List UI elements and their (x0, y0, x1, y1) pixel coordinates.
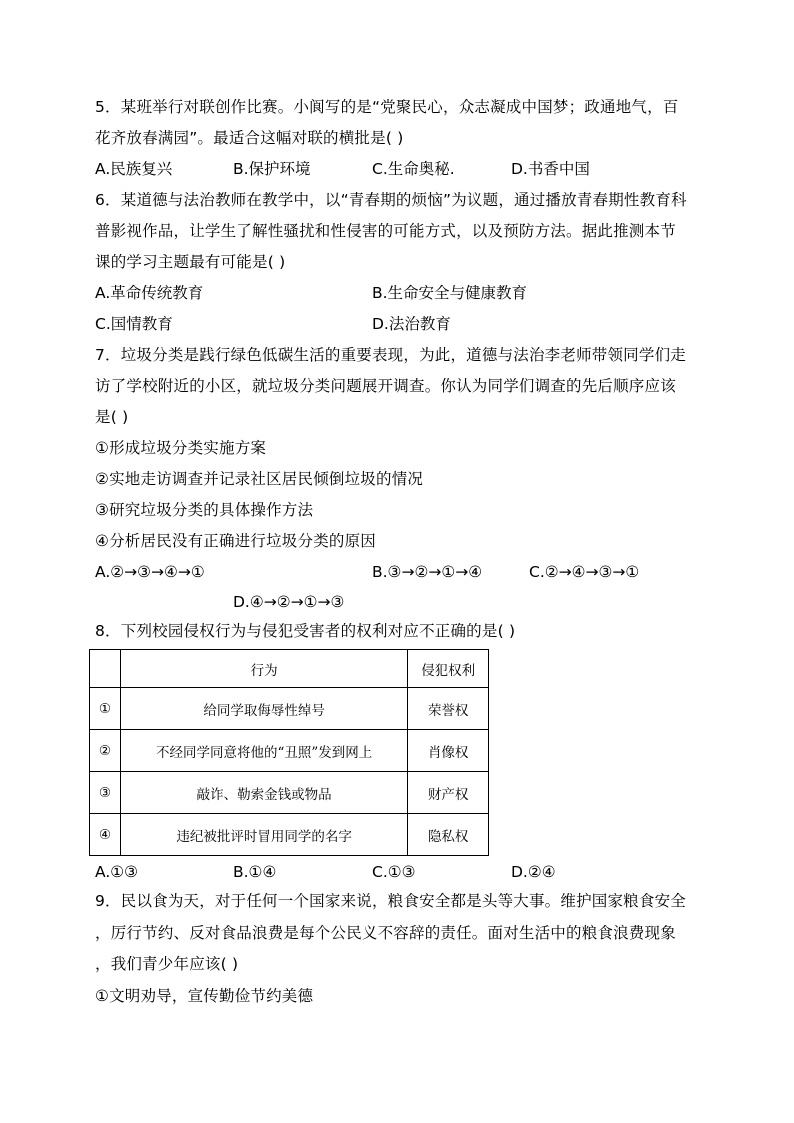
q6-option-a: A.革命传统教育 (95, 284, 204, 302)
table-cell-behavior: 给同学取侮辱性绰号 (120, 688, 407, 730)
table-cell-number: ③ (90, 772, 121, 814)
table-header-cell: 侵犯权利 (408, 650, 489, 688)
q8-option-d: D.②④ (511, 863, 556, 881)
q9-stem-line2: ，厉行节约、反对食品浪费是每个公民义不容辞的责任。面对生活中的粮食浪费现象 (95, 924, 676, 942)
q9-item-1: ①文明劝导，宣传勤俭节约美德 (95, 987, 314, 1005)
q7-item-4: ④分析居民没有正确进行垃圾分类的原因 (95, 532, 376, 550)
q6-stem-line1: 6．某道德与法治教师在教学中，以“青春期的烦恼”为议题，通过播放青春期性教育科 (95, 191, 687, 209)
q5-option-b: B.保护环境 (233, 160, 311, 178)
q6-stem-line3: 课的学习主题最有可能是( ) (95, 253, 286, 271)
q8-option-c: C.①③ (372, 863, 416, 881)
table-cell-right: 隐私权 (408, 814, 489, 856)
q7-option-b: B.③→②→①→④ (372, 563, 483, 581)
table-header-cell (90, 650, 121, 688)
table-cell-right: 肖像权 (408, 730, 489, 772)
q7-stem-line1: 7．垃圾分类是践行绿色低碳生活的重要表现，为此，道德与法治李老师带领同学们走 (95, 346, 686, 364)
table-cell-right: 荣誉权 (408, 688, 489, 730)
q5-option-d: D.书香中国 (511, 160, 590, 178)
table-cell-number: ④ (90, 814, 121, 856)
q7-item-2: ②实地走访调查并记录社区居民倾倒垃圾的情况 (95, 470, 424, 488)
q8-option-a: A.①③ (95, 863, 139, 881)
table-row (90, 730, 489, 772)
table-cell-number: ② (90, 730, 121, 772)
q5-stem-line1: 5．某班举行对联创作比赛。小阆写的是“党聚民心，众志凝成中国梦；政通地气，百 (95, 98, 679, 116)
q8-table (89, 649, 489, 856)
table-cell-right: 财产权 (408, 772, 489, 814)
q6-option-b: B.生命安全与健康教育 (372, 284, 528, 302)
table-row (90, 688, 489, 730)
q6-stem-line2: 普影视作品，让学生了解性骚扰和性侵害的可能方式，以及预防方法。据此推测本节 (95, 222, 676, 240)
table-cell-behavior: 违纪被批评时冒用同学的名字 (120, 814, 407, 856)
q6-option-d: D.法治教育 (372, 315, 451, 333)
q7-option-a: A.②→③→④→① (95, 563, 205, 581)
q9-stem-line3: ，我们青少年应该( ) (95, 955, 239, 973)
q7-item-1: ①形成垃圾分类实施方案 (95, 439, 267, 457)
q8-stem-line1: 8．下列校园侵权行为与侵犯受害者的权利对应不正确的是( ) (95, 622, 516, 640)
q6-option-c: C.国情教育 (95, 315, 173, 333)
table-cell-behavior: 敲诈、勒索金钱或物品 (120, 772, 407, 814)
q5-option-a: A.民族复兴 (95, 160, 173, 178)
table-header-row (90, 650, 489, 688)
table-row (90, 814, 489, 856)
q7-option-d: D.④→②→①→③ (233, 593, 345, 611)
q7-stem-line2: 访了学校附近的小区，就垃圾分类问题展开调查。你认为同学们调查的先后顺序应该 (95, 377, 676, 395)
table-header-cell: 行为 (120, 650, 407, 688)
table-row (90, 772, 489, 814)
q8-option-b: B.①④ (233, 863, 277, 881)
q5-option-c: C.生命奥秘. (372, 160, 455, 178)
table-cell-number: ① (90, 688, 121, 730)
q7-item-3: ③研究垃圾分类的具体操作方法 (95, 501, 314, 519)
q7-option-c: C.②→④→③→① (529, 563, 640, 581)
q5-stem-line2: 花齐放春满园”。最适合这幅对联的横批是( ) (95, 129, 404, 147)
q7-stem-line3: 是( ) (95, 408, 129, 426)
table-cell-behavior: 不经同学同意将他的“丑照”发到网上 (120, 730, 407, 772)
q9-stem-line1: 9．民以食为天，对于任何一个国家来说，粮食安全都是头等大事。维护国家粮食安全 (95, 892, 686, 910)
